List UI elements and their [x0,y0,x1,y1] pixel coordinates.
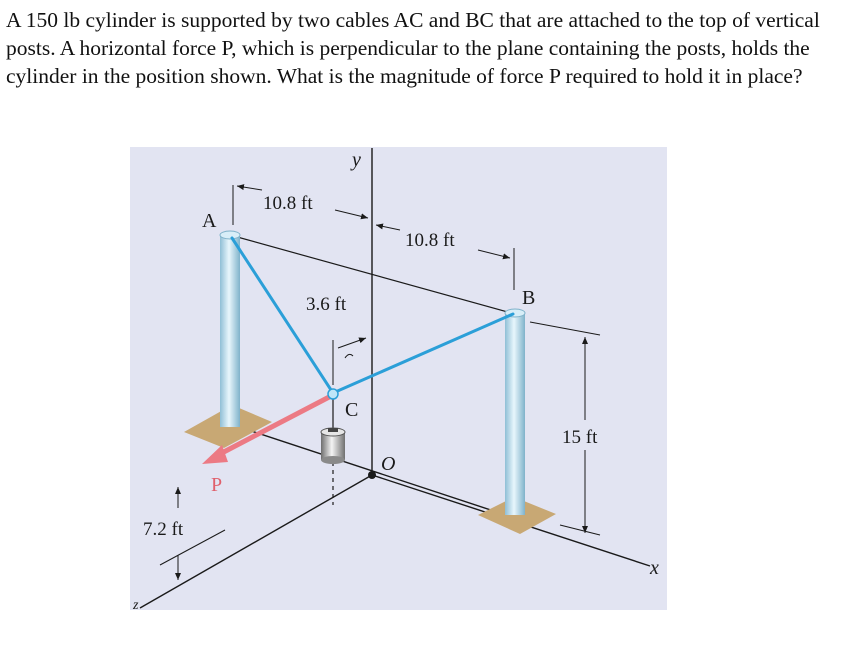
joint-c [328,389,338,399]
dim-label-top-left: 10.8 ft [263,193,313,214]
label-c: C [345,399,359,421]
axis-label-z: z [133,598,139,613]
dim-label-15: 15 ft [562,427,598,448]
origin-point [368,471,376,479]
cylinder [321,428,345,464]
label-o: O [381,453,396,475]
label-a: A [202,210,217,232]
dim-label-top-right: 10.8 ft [405,230,455,251]
dim-label-3-6: 3.6 ft [306,294,347,315]
post-b [505,309,525,515]
dim-label-7-2: 7.2 ft [143,519,184,540]
label-p: P [211,474,223,496]
axis-label-y: y [352,149,361,171]
post-a [220,231,240,427]
problem-statement: A 150 lb cylinder is supported by two cables AC and BC that are attached to the top of vertical posts. A horizontal force P, which is perpendicular to the plane containing the posts, holds the cylinder in the position shown. What is the magnitude of force P required to hold it in place? [6,8,820,88]
axis-label-x: x [650,557,659,579]
label-b: B [522,287,536,309]
